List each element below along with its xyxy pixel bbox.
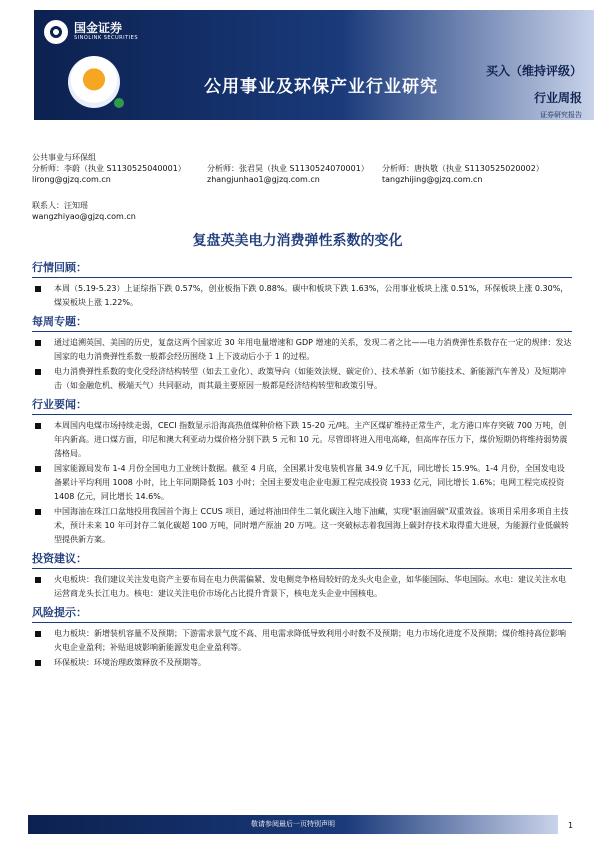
bullet-item: 本周（5.19-5.23）上证综指下跌 0.57%，创业板指下跌 0.88%。碳中和板块下跌 1.63%，公用事业板块上涨 0.51%，环保板块上涨 0.30%，煤炭板块上涨 1.22%。 [32,282,572,310]
bullet-square-icon [35,340,41,346]
bullet-item: 电力消费弹性系数的变化受经济结构转型（如去工业化）、政策导向（如能效法规、碳定价）、技术革新（如节能技术、新能源汽车普及）及短期冲击（如金融危机、极端天气）共同驱动，而其最主要原因一般都是经济结构转型和政策引导。 [32,365,572,393]
bullet-square-icon [35,423,41,429]
section-heading: 投资建议： [32,550,572,569]
contact-email[interactable]: wangzhiyao@gjzq.com.cn [32,212,136,221]
report-header [34,10,594,120]
contact-block [32,200,136,222]
bullet-item: 通过追溯英国、美国的历史，复盘这两个国家近 30 年用电量增速和 GDP 增速的关系，发现二者之比——电力消费弹性系数存在一定的规律：发达国家的电力消费弹性系数一般都会经历围绕 1 上下波动后小于 1 的过程。 [32,336,572,364]
section-risk-warning [32,604,572,670]
section-heading: 风险提示： [32,604,572,623]
analyst-group: 公共事业与环保组 [32,153,96,162]
analyst-1-email[interactable]: lirong@gjzq.com.cn [32,175,111,184]
analyst-3-line: 分析师：唐执敬（执业 S1130525020002） [382,164,544,173]
bullet-square-icon [35,466,41,472]
analyst-2-email[interactable]: zhangjunhao1@gjzq.com.cn [207,175,320,184]
badge-icon [114,98,124,108]
rating-block [486,62,582,120]
brand [44,20,138,44]
section-investment-advice [32,550,572,601]
section-heading: 行业要闻： [32,396,572,415]
analyst-3-email[interactable]: tangzhijing@gjzq.com.cn [382,175,483,184]
analyst-2-line: 分析师：张君昊（执业 S1130524070001） [207,164,369,173]
analyst-1-line: 分析师：李蔚（执业 S1130525040001） [32,164,186,173]
analyst-1 [32,163,207,185]
analyst-block [32,152,582,185]
bullet-square-icon [35,369,41,375]
report-body [32,256,572,671]
bullet-item: 本周国内电煤市场持续走弱，CECI 指数显示沿海高热值煤种价格下跌 15-20 元/吨。主产区煤矿维持正常生产，北方港口库存突破 700 万吨，创年内新高。进口煤方面，印尼和澳大利亚动力煤价格分别下跌 5 元和 10 元。尽管即将进入用电高峰，但高库存压力下，煤价短期仍将维持弱势震荡格局。 [32,419,572,461]
bullet-item: 环保板块：环境治理政策释放不及预期等。 [32,656,572,670]
brand-name-cn: 国金证券 [74,21,123,35]
report-category: 证券研究报告 [540,111,582,119]
bullet-square-icon [35,631,41,637]
industry-title: 公用事业及环保产业行业研究 [204,77,438,97]
brand-seal-icon [68,56,120,108]
report-title: 复盘英美电力消费弹性系数的变化 [192,233,403,249]
section-market-review [32,259,572,310]
bullet-square-icon [35,286,41,292]
bullet-item: 电力板块：新增装机容量不及预期；下游需求景气度不高、用电需求降低导致利用小时数不及预期；电力市场化进度不及预期；煤价维持高位影响火电企业盈利；补贴退坡影响新能源发电企业盈利等。 [32,627,572,655]
bullet-square-icon [35,509,41,515]
section-weekly-topic [32,313,572,393]
sinolink-logo-icon [44,20,68,44]
footer-disclaimer: 敬请参阅最后一页特别声明 [28,815,558,834]
contact-line: 联系人：汪知瑶 [32,201,88,210]
bullet-item: 火电板块：我们建议关注发电资产主要布局在电力供需偏紧、发电侧竞争格局较好的龙头火电企业，如华能国际、华电国际。水电：建议关注水电运营商龙头长江电力。核电：建议关注电价市场化占比提升背景下，核电龙头企业中国核电。 [32,573,572,601]
section-heading: 每周专题： [32,313,572,332]
page-number: 1 [568,821,574,830]
analyst-3 [382,163,582,185]
bullet-item: 国家能源局发布 1-4 月份全国电力工业统计数据。截至 4 月底，全国累计发电装机容量 34.9 亿千瓦，同比增长 15.9%。1-4 月份，全国发电设备累计平均利用 1008 小时，比上年同期降低 103 小时；全国主要发电企业电源工程完成投资 1933 亿元，同比增长 1.6%；电网工程完成投资 1408 亿元，同比增长 14.6%。 [32,462,572,504]
brand-name-en: SINOLINK SECURITIES [74,35,138,41]
report-type: 行业周报 [533,91,582,105]
bullet-square-icon [35,577,41,583]
bullet-item: 中国海油在珠江口盆地投用我国首个海上 CCUS 项目，通过将油田伴生二氧化碳注入地下油藏，实现"驱油固碳"双重效益。该项目采用多项自主技术，预计未来 10 年可封存二氧化碳超 100 万吨，同时增产原油 20 万吨。这一突破标志着我国海上碳封存技术取得重大进展，为能源行业低碳转型提供新方案。 [32,505,572,547]
analyst-2 [207,163,382,185]
section-heading: 行情回顾： [32,259,572,278]
rating: 买入（维持评级） [485,64,582,78]
bullet-square-icon [35,660,41,666]
section-industry-news [32,396,572,547]
